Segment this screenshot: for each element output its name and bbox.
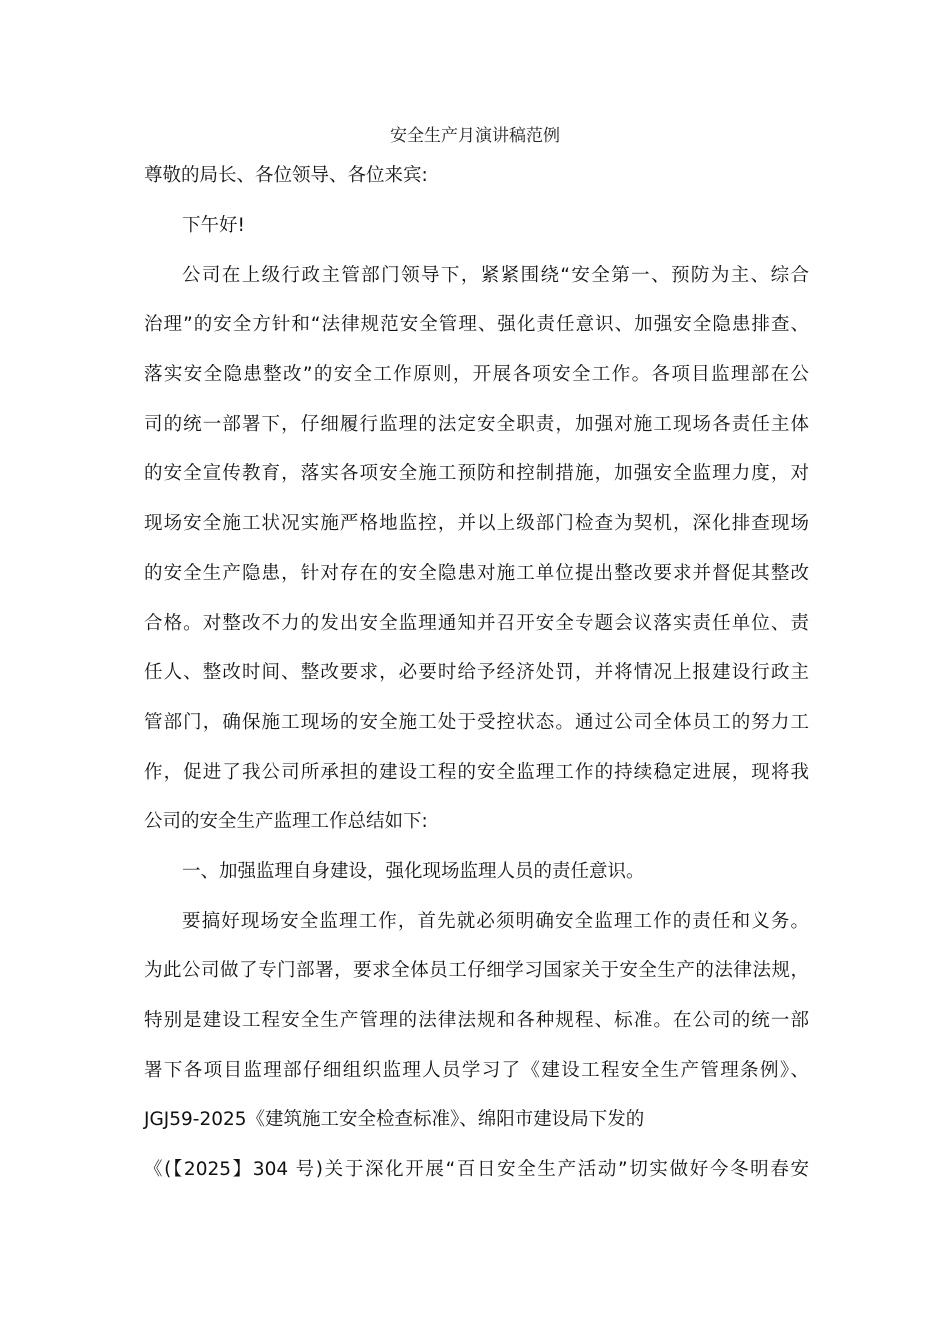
paragraph-line: 治理”的安全方针和“法律规范安全管理、强化责任意识、加强安全隐患排查、 [144, 314, 809, 336]
paragraph-line: 落实安全隐患整改”的安全工作原则，开展各项安全工作。各项目监理部在公 [144, 364, 809, 386]
document-title: 安全生产月演讲稿范例 [390, 126, 560, 146]
greeting-line: 下午好! [182, 215, 245, 236]
document-body [144, 158, 809, 1202]
paragraph-line: 现场安全施工状况实施严格地监控，并以上级部门检查为契机，深化排查现场 [144, 513, 809, 535]
paragraph-line: 为此公司做了专门部署，要求全体员工仔细学习国家关于安全生产的法律法规， [144, 960, 809, 982]
paragraph-line: 作，促进了我公司所承担的建设工程的安全监理工作的持续稳定进展，现将我 [144, 761, 809, 783]
paragraph-line: 公司的安全生产监理工作总结如下: [144, 811, 428, 833]
paragraph-line: 要搞好现场安全监理工作，首先就必须明确安全监理工作的责任和义务。 [182, 910, 809, 932]
paragraph-line: 的安全生产隐患，针对存在的安全隐患对施工单位提出整改要求并督促其整改 [144, 562, 809, 584]
paragraph-line: 公司在上级行政主管部门领导下，紧紧围绕“安全第一、预防为主、综合 [182, 264, 809, 286]
paragraph-line: 司的统一部署下，仔细履行监理的法定安全职责，加强对施工现场各责任主体 [144, 413, 809, 435]
paragraph-line: 《(【2025】304 号)关于深化开展“百日安全生产活动”切实做好今冬明春安 [144, 1159, 809, 1181]
paragraph-line: 署下各项目监理部仔细组织监理人员学习了《建设工程安全生产管理条例》、 [144, 1059, 809, 1081]
paragraph-line: JGJ59-2025《建筑施工安全检查标准》、绵阳市建设局下发的 [144, 1109, 645, 1131]
paragraph-line: 管部门，确保施工现场的安全施工处于受控状态。通过公司全体员工的努力工 [144, 711, 809, 733]
paragraph-line: 特别是建设工程安全生产管理的法律法规和各种规程、标准。在公司的统一部 [144, 1010, 809, 1031]
section-heading: 一、加强监理自身建设，强化现场监理人员的责任意识。 [182, 860, 645, 882]
paragraph-line: 任人、整改时间、整改要求，必要时给予经济处罚，并将情况上报建设行政主 [144, 662, 809, 684]
paragraph-line: 合格。对整改不力的发出安全监理通知并召开安全专题会议落实责任单位、责 [144, 612, 809, 634]
paragraph-line: 的安全宣传教育，落实各项安全施工预防和控制措施，加强安全监理力度，对 [144, 463, 809, 485]
salutation-line: 尊敬的局长、各位领导、各位来宾: [144, 165, 428, 186]
